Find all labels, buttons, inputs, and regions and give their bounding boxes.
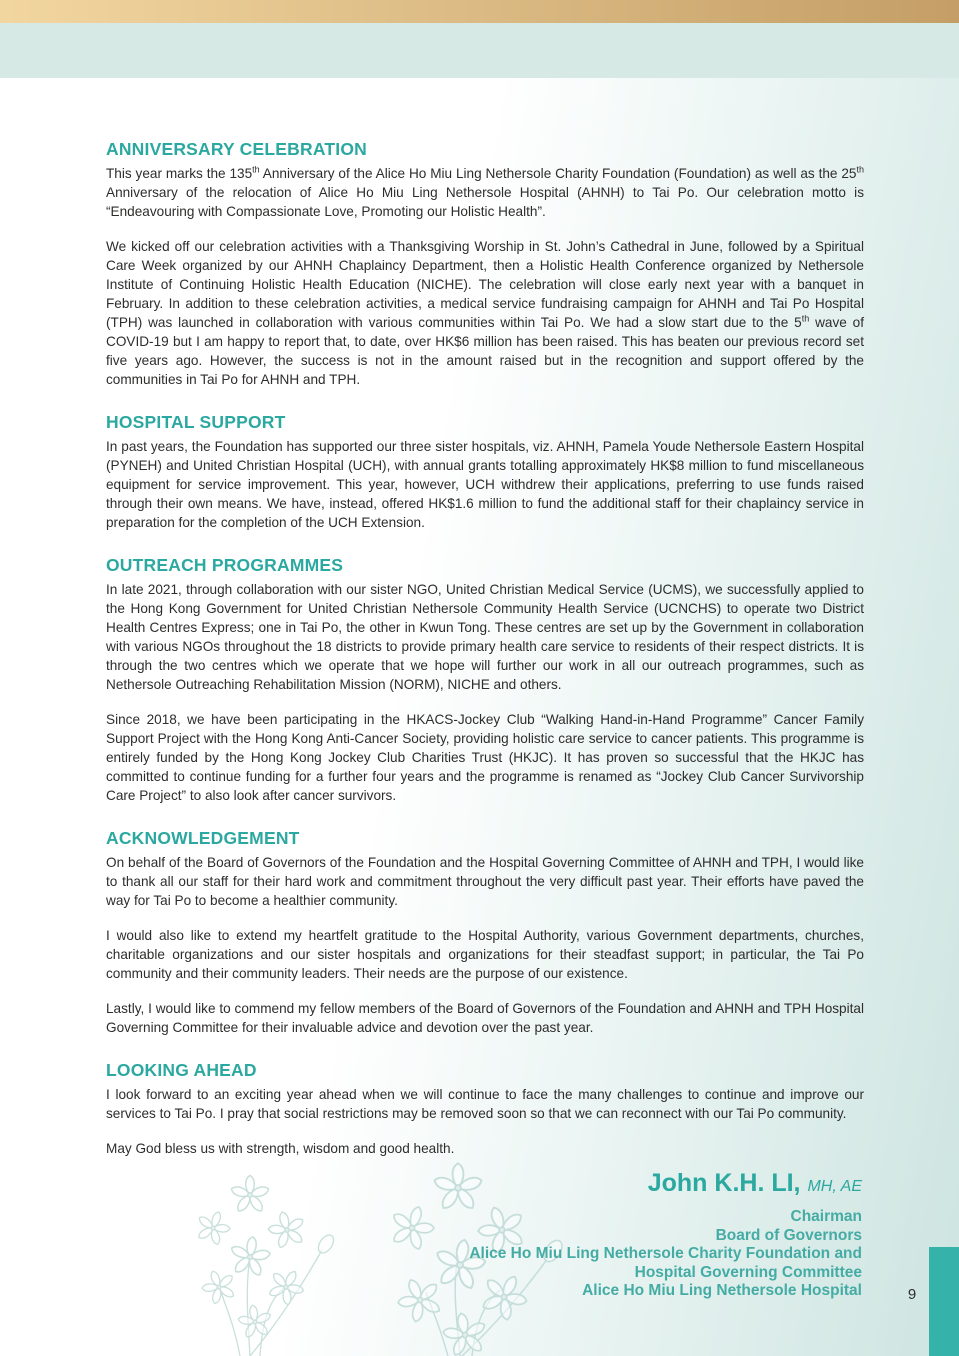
page-edge-tab bbox=[929, 1247, 959, 1356]
paragraph: This year marks the 135th Anniversary of the Alice Ho Miu Ling Nethersole Charity Foundation (Foundation) as well as the 25th Anniversary of the relocation of Alice Ho Miu Ling Nethersole Hospital (AHNH) to Tai Po. Our celebration motto is “Endeavouring with Compassionate Love, Promoting our Holistic Health”. bbox=[106, 164, 864, 219]
section-anniversary-celebration bbox=[106, 138, 864, 389]
signatory-honours: MH, AE bbox=[807, 1178, 862, 1195]
paragraph: I would also like to extend my heartfelt gratitude to the Hospital Authority, various Government departments, churches, charitable organizations and our sister hospitals and organizations for their steadfast support; in particular, the Tai Po community and their community leaders. Their needs are the purpose of our existence. bbox=[106, 928, 864, 981]
section-heading: ACKNOWLEDGEMENT bbox=[106, 828, 300, 848]
top-tan-band bbox=[0, 0, 959, 23]
paragraph: We kicked off our celebration activities with a Thanksgiving Worship in St. John’s Cathedral in June, followed by a Spiritual Care Week organized by our AHNH Chaplaincy Department, then a Holistic Health Conference organized by Nethersole Institute of Continuing Holistic Health Education (NICHE). The celebration will close early next year with a banquet in February. In addition to these celebration activities, a medical service fundraising campaign for AHNH and Tai Po Hospital (TPH) was launched in collaboration with various communities within Tai Po. We had a slow start due to the 5th wave of COVID-19 but I am happy to report that, to date, over HK$6 million has been raised. This has beaten our previous record set five years ago. However, the success is not in the amount raised but in the recognition and support offered by the communities in Tai Po for AHNH and TPH. bbox=[106, 239, 864, 387]
paragraph: I look forward to an exciting year ahead when we will continue to face the many challenges to continue and improve our services to Tai Po. I pray that social restrictions may be removed soon so that we can reconnect with our Tai Po community. bbox=[106, 1087, 864, 1121]
signatory-org-line: Hospital Governing Committee bbox=[634, 1263, 862, 1281]
paragraph: In past years, the Foundation has supported our three sister hospitals, viz. AHNH, Pamela Youde Nethersole Eastern Hospital (PYNEH) and United Christian Hospital (UCH), with annual grants totalling approximately HK$8 million to fund miscellaneous equipment for service improvement. This year, however, UCH withdrew their applications, preferring to use funds raised through their own means. We have, instead, offered HK$1.6 million to fund the additional staff for their chaplaincy service in preparation for the completion of the UCH Extension. bbox=[106, 439, 864, 530]
signature-block bbox=[302, 1168, 862, 1301]
paragraph: On behalf of the Board of Governors of the Foundation and the Hospital Governing Committee of AHNH and TPH, I would like to thank all our staff for their hard work and commitment throughout the very difficult past year. Their efforts have paved the way for Tai Po to become a healthier community. bbox=[106, 855, 864, 908]
section-heading: OUTREACH PROGRAMMES bbox=[106, 555, 344, 575]
signatory-name-line bbox=[302, 1168, 862, 1202]
paragraph: In late 2021, through collaboration with our sister NGO, United Christian Medical Service (UCMS), we successfully applied to the Hong Kong Government for United Christian Nethersole Community Health Service (UCNCHS) to operate two District Health Centres Express; one in Tai Po, the other in Kwun Tong. These centres are set up by the Government in collaboration with various NGOs throughout the 18 districts to provide primary health care service to residents of their respect districts. It is through the two centres which we operate that we hope will further our work in all our outreach programmes, such as Nethersole Outreaching Rehabilitation Mission (NORM), NICHE and others. bbox=[106, 582, 864, 692]
paragraph: Lastly, I would like to commend my fellow members of the Board of Governors of the Foundation and AHNH and TPH Hospital Governing Committee for their invaluable advice and devotion over the past year. bbox=[106, 1001, 864, 1035]
section-heading: HOSPITAL SUPPORT bbox=[106, 412, 286, 432]
section-heading: LOOKING AHEAD bbox=[106, 1060, 257, 1080]
section-heading: ANNIVERSARY CELEBRATION bbox=[106, 139, 367, 159]
paragraph: Since 2018, we have been participating in the HKACS-Jockey Club “Walking Hand-in-Hand Programme” Cancer Family Support Project with the Hong Kong Anti-Cancer Society, providing holistic care service to cancer patients. This programme is entirely funded by the Hong Kong Jockey Club Charities Trust (HKJC). It has proven so successful that the HKJC has committed to continue funding for a further four years and the programme is renamed as “Jockey Club Cancer Survivorship Care Project” to also look after cancer survivors. bbox=[106, 712, 864, 803]
page-number: 9 bbox=[907, 1286, 917, 1303]
signatory-org-line: Alice Ho Miu Ling Nethersole Charity Foundation and bbox=[469, 1245, 862, 1262]
top-mint-band bbox=[0, 23, 959, 78]
letter-body bbox=[106, 138, 864, 1174]
signatory-org-line: Alice Ho Miu Ling Nethersole Hospital bbox=[582, 1282, 862, 1299]
section-outreach-programmes bbox=[106, 554, 864, 805]
signatory-name: John K.H. LI, bbox=[647, 1169, 801, 1197]
section-looking-ahead bbox=[106, 1059, 864, 1158]
signatory-org-line: Board of Governors bbox=[715, 1226, 862, 1244]
signatory-title: Chairman bbox=[790, 1208, 862, 1225]
section-hospital-support bbox=[106, 411, 864, 532]
paragraph: May God bless us with strength, wisdom and good health. bbox=[106, 1141, 455, 1156]
section-acknowledgement bbox=[106, 827, 864, 1037]
